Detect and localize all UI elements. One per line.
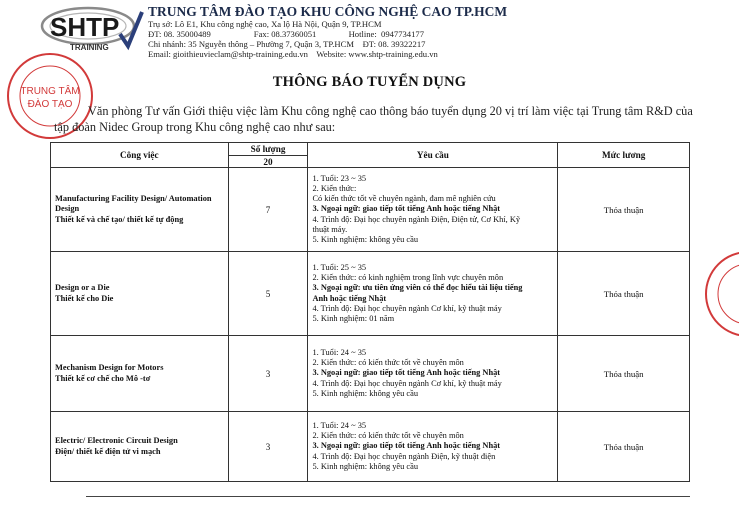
req-line: Có kiến thức tốt về chuyên ngành, đam mê nghiên cứu bbox=[312, 194, 496, 204]
req-line: 3. Ngoại ngữ: giao tiếp tốt tiếng Anh hoặc tiếng Nhật bbox=[312, 204, 501, 214]
requirements-cell bbox=[308, 412, 558, 482]
header-requirements: Yêu cầu bbox=[308, 143, 558, 168]
stamp-inner-line-2: ĐÀO TẠO bbox=[27, 99, 73, 110]
job-cell bbox=[51, 336, 229, 412]
header-job: Công việc bbox=[51, 143, 229, 168]
table-row bbox=[51, 252, 690, 336]
req-line: 4. Trình độ: Đại học chuyên ngành Điện, Điện tử, Cơ Khí, Kỹ bbox=[312, 214, 521, 224]
salary-cell: Thỏa thuận bbox=[558, 336, 690, 412]
req-line: 4. Trình độ: Đại học chuyên ngành Cơ khí, kỹ thuật máy bbox=[312, 303, 502, 313]
req-line: 2. Kiến thức: có kiến thức tốt về chuyên môn bbox=[312, 358, 464, 368]
req-line: 5. Kinh nghiệm: không yêu cầu bbox=[312, 388, 419, 398]
intro-paragraph: Văn phòng Tư vấn Giới thiệu việc làm Khu công nghệ cao thông báo tuyển dụng 20 vị trí làm việc tại Trung tâm R&D của tập đoàn Nidec Group trong Khu công nghệ cao như sau: bbox=[54, 104, 693, 134]
req-line: 1. Tuổi: 23 ~ 35 bbox=[312, 173, 367, 183]
shtp-training-logo bbox=[40, 4, 144, 52]
table-row bbox=[51, 336, 690, 412]
req-line: 5. Kinh nghiệm: 01 năm bbox=[312, 313, 395, 323]
header-quantity: Số lượng bbox=[228, 143, 308, 156]
req-line: 3. Ngoại ngữ: ưu tiên ứng viên có thể đọc hiểu tài liệu tiếng bbox=[312, 283, 523, 293]
req-line: 4. Trình độ: Đại học chuyên ngành Điện, kỹ thuật điện bbox=[312, 451, 496, 461]
organization-header bbox=[148, 4, 568, 59]
table-row bbox=[51, 168, 690, 252]
requirements-cell bbox=[308, 168, 558, 252]
job-title-vi: Thiết kế cơ chế cho Mô -tơ bbox=[55, 373, 151, 383]
job-title-en: Electric/ Electronic Circuit Design bbox=[55, 436, 178, 445]
stamp-inner-line-1: TRUNG TÂM bbox=[20, 86, 80, 97]
req-line: Anh hoặc tiếng Nhật bbox=[312, 293, 387, 303]
req-line: 5. Kinh nghiệm: không yêu cầu bbox=[312, 461, 419, 471]
table-row bbox=[51, 412, 690, 482]
req-line: 4. Trình độ: Đại học chuyên ngành Cơ khí, kỹ thuật máy bbox=[312, 378, 502, 388]
req-line: 3. Ngoại ngữ: giao tiếp tốt tiếng Anh hoặc tiếng Nhật bbox=[312, 368, 501, 378]
job-title-vi: Thiết kế và chế tạo/ thiết kế tự động bbox=[55, 214, 184, 224]
req-line: 2. Kiến thức: bbox=[312, 183, 357, 193]
page-title: THÔNG BÁO TUYỂN DỤNG bbox=[272, 74, 467, 90]
organization-address: Trụ sở: Lô E1, Khu công nghệ cao, Xa lộ Hà Nội, Quận 9, TP.HCM bbox=[148, 19, 382, 29]
table-header-row bbox=[51, 143, 690, 156]
organization-branch: Chi nhánh: 35 Nguyễn thông – Phường 7, Quận 3, TP.HCM ĐT: 08. 39322217 bbox=[148, 39, 426, 49]
req-line: 2. Kiến thức: có kiến thức tốt về chuyên môn bbox=[312, 431, 464, 441]
job-cell bbox=[51, 412, 229, 482]
organization-email: Email: gioithieuvieclam@shtp-training.edu.vn Website: www.shtp-training.edu.vn bbox=[148, 49, 438, 59]
svg-text:SHTP: SHTP bbox=[50, 12, 120, 42]
quantity-cell: 3 bbox=[228, 336, 308, 412]
job-title-en: Mechanism Design for Motors bbox=[55, 363, 164, 372]
footer-divider bbox=[86, 496, 690, 497]
req-line: 3. Ngoại ngữ: giao tiếp tốt tiếng Anh hoặc tiếng Nhật bbox=[312, 441, 501, 451]
organization-phone: ĐT: 08. 35000489 Fax: 08.37360051 Hotline: 0947734177 bbox=[148, 29, 424, 39]
job-table bbox=[50, 142, 690, 482]
header-quantity-total: 20 bbox=[228, 156, 308, 168]
job-cell bbox=[51, 168, 229, 252]
quantity-cell: 5 bbox=[228, 252, 308, 336]
salary-cell: Thỏa thuận bbox=[558, 168, 690, 252]
job-title-vi: Thiết kế cho Die bbox=[55, 293, 114, 303]
organization-name: TRUNG TÂM ĐÀO TẠO KHU CÔNG NGHỆ CAO TP.HCM bbox=[148, 4, 508, 19]
requirements-cell bbox=[308, 252, 558, 336]
req-line: 1. Tuổi: 24 ~ 35 bbox=[312, 347, 367, 357]
salary-cell: Thỏa thuận bbox=[558, 412, 690, 482]
req-line: 5. Kinh nghiệm: không yêu cầu bbox=[312, 235, 419, 244]
job-title-vi: Điện/ thiết kế điện tử vi mạch bbox=[55, 446, 161, 456]
requirements-cell bbox=[308, 336, 558, 412]
quantity-cell: 7 bbox=[228, 168, 308, 252]
header-salary: Mức lương bbox=[558, 143, 690, 168]
req-line: 1. Tuổi: 24 ~ 35 bbox=[312, 420, 367, 430]
job-title-en: Design or a Die bbox=[55, 283, 110, 292]
req-line: 1. Tuổi: 25 ~ 35 bbox=[312, 262, 367, 272]
req-line: 2. Kiến thức: có kinh nghiệm trong lĩnh vực chuyên môn bbox=[312, 273, 504, 283]
job-cell bbox=[51, 252, 229, 336]
job-title-en: Manufacturing Facility Design/ Automation Design bbox=[55, 193, 212, 214]
salary-cell: Thỏa thuận bbox=[558, 252, 690, 336]
quantity-cell: 3 bbox=[228, 412, 308, 482]
svg-text:TRAINING: TRAINING bbox=[70, 43, 109, 52]
req-line: thuật máy. bbox=[312, 224, 348, 234]
red-seal-stamp-partial bbox=[704, 250, 739, 338]
